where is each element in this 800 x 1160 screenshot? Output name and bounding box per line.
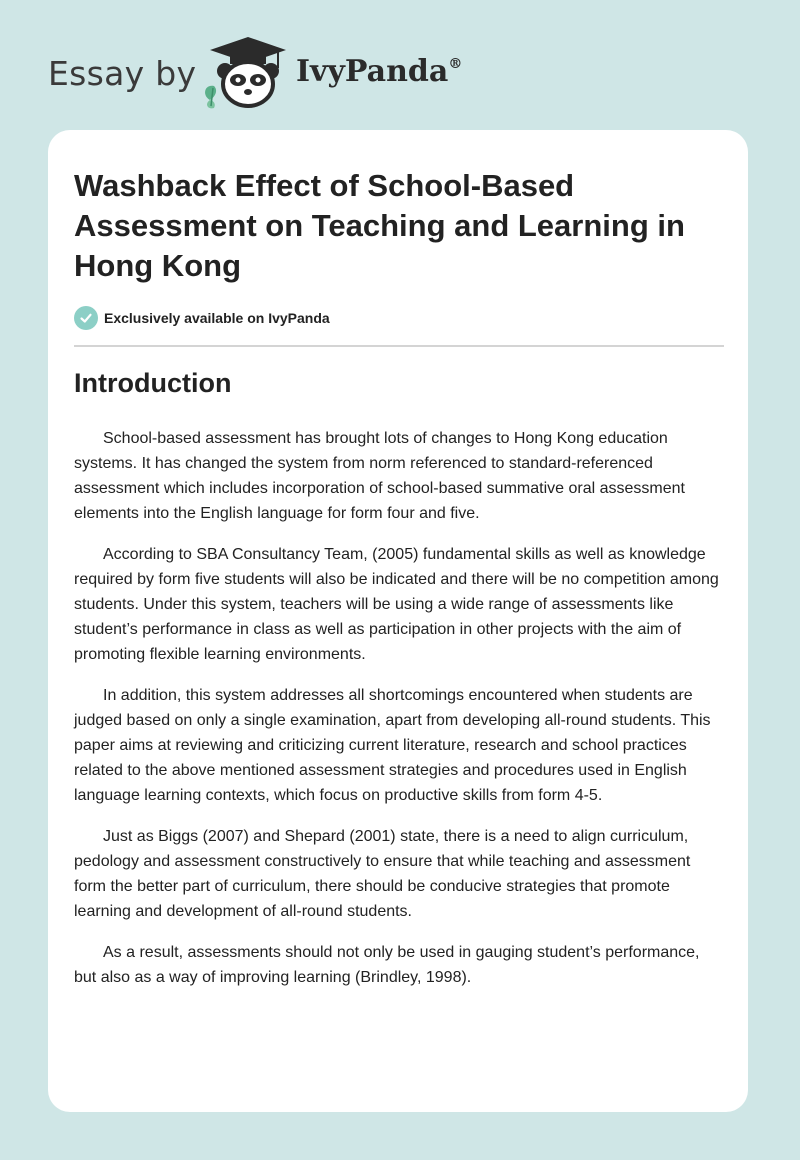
paragraph: School-based assessment has brought lots of changes to Hong Kong education systems. It has changed the system from norm referenced to standard-referenced assessment which includes incorporation of school-based summative oral assessment elements into the English language for form four and five. (74, 430, 685, 522)
essay-body (74, 426, 724, 1006)
paragraph: As a result, assessments should not only be used in gauging student’s performance, but also as a way of improving learning (Brindley, 1998). (74, 944, 700, 986)
registered-mark: ® (448, 56, 463, 72)
section-heading: Introduction (74, 368, 232, 398)
check-circle-icon (74, 306, 98, 330)
exclusive-badge (74, 306, 330, 330)
checkmark-glyph-icon (79, 311, 93, 325)
page-title: Washback Effect of School-Based Assessment on Teaching and Learning in Hong Kong (74, 168, 685, 283)
brand-name[interactable] (296, 54, 462, 89)
essay-by-label: Essay by (48, 54, 197, 93)
paragraph: Just as Biggs (2007) and Shepard (2001) state, there is a need to align curriculum, pedology and assessment constructively to ensure that while teaching and assessment form the better part of curriculum, there should be conducive strategies that promote learning and development of all-round students. (74, 828, 691, 920)
paragraph: In addition, this system addresses all shortcomings encountered when students are judged based on only a single examination, apart from developing all-round students. This paper aims at reviewing and criticizing current literature, research and school practices related to the above mentioned assessment strategies and procedures used in English language learning contexts, which focus on productive skills from form 4-5. (74, 687, 711, 804)
badge-label: Exclusively available on IvyPanda (104, 310, 330, 326)
brand-name-text: IvyPanda (296, 54, 449, 89)
divider (74, 345, 724, 347)
essay-card (48, 130, 748, 1112)
panda-graduate-logo-icon[interactable] (200, 34, 292, 110)
paragraph: According to SBA Consultancy Team, (2005) fundamental skills as well as knowledge required by form five students will also be indicated and there will be no competition among students. Under this system, teachers will be using a wide range of assessments like student’s performance in class as well as participation in other projects with the aim of promoting flexible learning environments. (74, 546, 719, 663)
site-header (48, 34, 568, 110)
